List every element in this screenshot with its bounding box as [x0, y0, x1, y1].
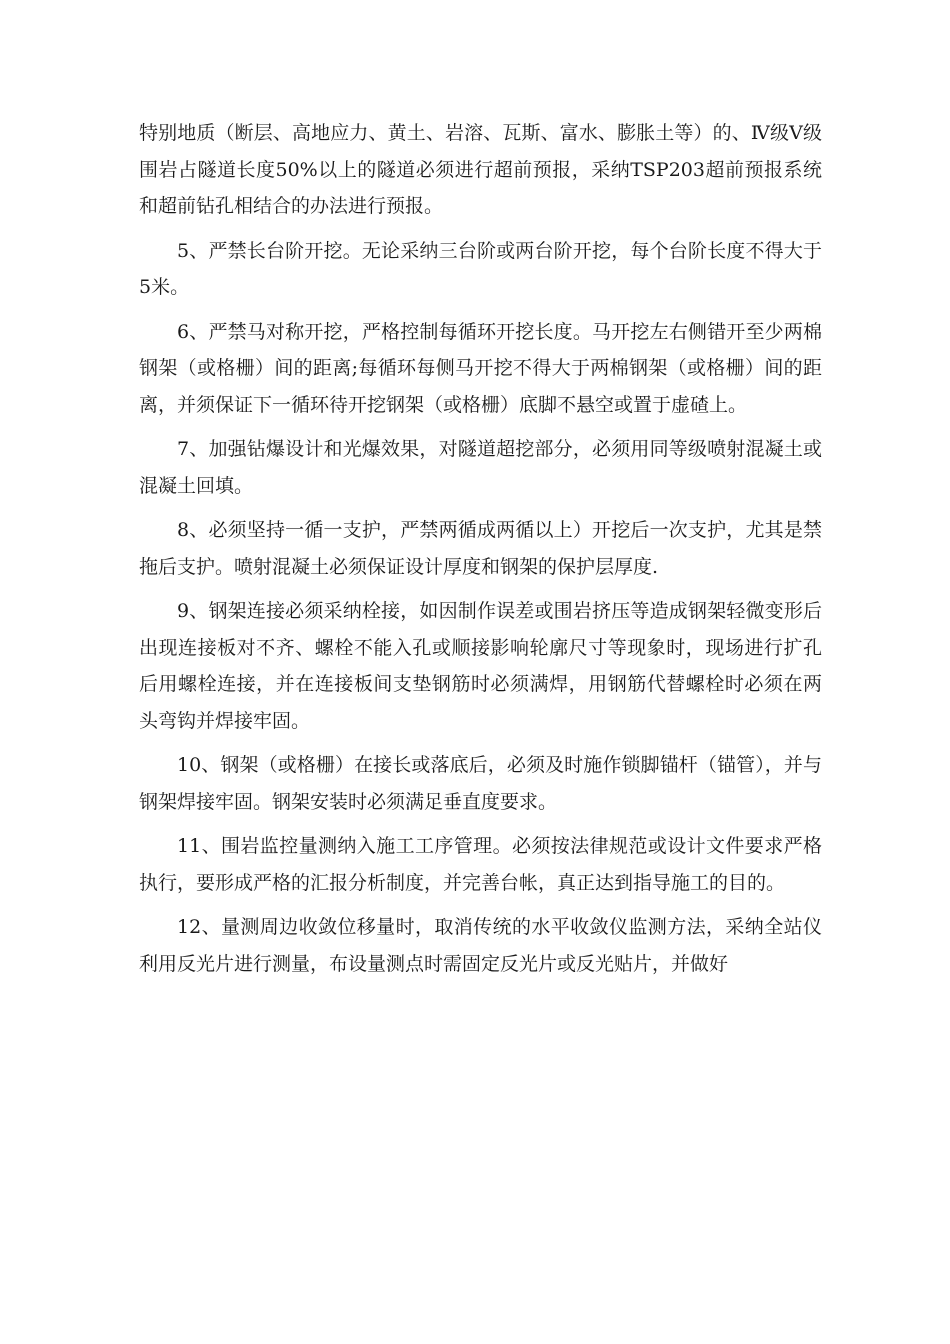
paragraph-item-11: 11、围岩监控量测纳入施工工序管理。必须按法律规范或设计文件要求严格执行，要形成严格的汇报分析制度，并完善台帐，真正达到指导施工的目的。: [139, 835, 822, 894]
paragraph-item-9: 9、钢架连接必须采纳栓接，如因制作误差或围岩挤压等造成钢架轻微变形后出现连接板对不齐、螺栓不能入孔或顺接影响轮廓尺寸等现象时，现场进行扩孔后用螺栓连接，并在连接板间支垫钢筋时必须满焊，用钢筋代替螺栓时必须在两头弯钩并焊接牢固。: [139, 600, 822, 732]
paragraph-item-10: 10、钢架（或格栅）在接长或落底后，必须及时施作锁脚锚杆（锚管），并与钢架焊接牢固。钢架安装时必须满足垂直度要求。: [139, 754, 822, 813]
paragraph-item-5: 5、严禁长台阶开挖。无论采纳三台阶或两台阶开挖，每个台阶长度不得大于5米。: [139, 239, 822, 298]
paragraph-geological-forecast: 特别地质（断层、高地应力、黄土、岩溶、瓦斯、富水、膨胀土等）的、Ⅳ级Ⅴ级围岩占隧道长度50%以上的隧道必须进行超前预报，采纳TSP203超前预报系统和超前钻孔相结合的办法进行预报。: [139, 122, 822, 217]
paragraph-item-12: 12、量测周边收敛位移量时，取消传统的水平收敛仪监测方法，采纳全站仪利用反光片进行测量，布设量测点时需固定反光片或反光贴片，并做好: [139, 916, 822, 975]
paragraph-item-7: 7、加强钻爆设计和光爆效果，对隧道超挖部分，必须用同等级喷射混凝土或混凝土回填。: [139, 438, 822, 497]
document-body: [139, 115, 822, 990]
paragraph-item-8: 8、必须坚持一循一支护，严禁两循成两循以上）开挖后一次支护，尤其是禁拖后支护。喷射混凝土必须保证设计厚度和钢架的保护层厚度.: [139, 519, 822, 578]
paragraph-item-6: 6、严禁马对称开挖，严格控制每循环开挖长度。马开挖左右侧错开至少两棉钢架（或格栅）间的距离;每循环每侧马开挖不得大于两棉钢架（或格栅）间的距离，并须保证下一循环待开挖钢架（或格栅）底脚不悬空或置于虚碴上。: [139, 320, 822, 416]
